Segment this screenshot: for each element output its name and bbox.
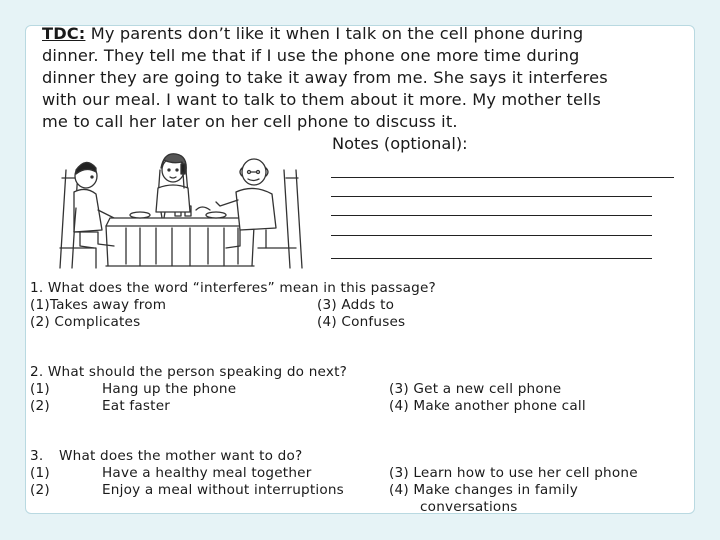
passage-line-1: TDC: My parents don’t like it when I talk on the cell phone during (42, 24, 584, 43)
passage-line-2: dinner. They tell me that if I use the phone one more time during (42, 46, 580, 65)
question-2-option-4[interactable]: (4) Make another phone call (389, 398, 586, 414)
notes-line[interactable] (331, 258, 652, 259)
question-3-option-4[interactable]: (4) Make changes in family (389, 482, 579, 498)
question-3-option-1[interactable]: (1) (30, 465, 50, 481)
question-2-option-2-text[interactable]: Eat faster (102, 398, 171, 414)
question-1-option-2[interactable]: (2) Complicates (30, 314, 141, 330)
question-2-prompt: 2. What should the person speaking do next? (30, 364, 348, 380)
question-1-option-3[interactable]: (3) Adds to (317, 297, 395, 313)
question-2-option-3[interactable]: (3) Get a new cell phone (389, 381, 562, 397)
passage-line-3: dinner they are going to take it away from me. She says it interferes (42, 68, 608, 87)
notes-line[interactable] (331, 215, 652, 216)
question-2-option-1-text[interactable]: Hang up the phone (102, 381, 237, 397)
notes-line[interactable] (331, 177, 674, 178)
question-3-option-2[interactable]: (2) (30, 482, 50, 498)
question-1-option-1[interactable]: (1)Takes away from (30, 297, 167, 313)
passage (42, 23, 682, 133)
passage-line-4: with our meal. I want to talk to them about it more. My mother tells (42, 90, 602, 109)
question-3-option-2-text[interactable]: Enjoy a meal without interruptions (102, 482, 344, 498)
notes-line[interactable] (331, 196, 652, 197)
passage-label: TDC: (42, 24, 86, 43)
question-2-option-2[interactable]: (2) (30, 398, 50, 414)
notes-label: Notes (optional): (332, 134, 468, 153)
family-dinner-illustration (40, 148, 324, 276)
question-1-prompt: 1. What does the word “interferes” mean in this passage? (30, 280, 436, 296)
question-3-number: 3. (30, 448, 44, 464)
question-3-option-1-text[interactable]: Have a healthy meal together (102, 465, 312, 481)
notes-line[interactable] (331, 235, 652, 236)
passage-line-5: me to call her later on her cell phone to discuss it. (42, 112, 458, 131)
question-3-option-3[interactable]: (3) Learn how to use her cell phone (389, 465, 638, 481)
question-2-option-1[interactable]: (1) (30, 381, 50, 397)
question-3-prompt: What does the mother want to do? (59, 448, 303, 464)
question-1-option-4[interactable]: (4) Confuses (317, 314, 406, 330)
question-3-option-4-continued: conversations (420, 499, 518, 515)
